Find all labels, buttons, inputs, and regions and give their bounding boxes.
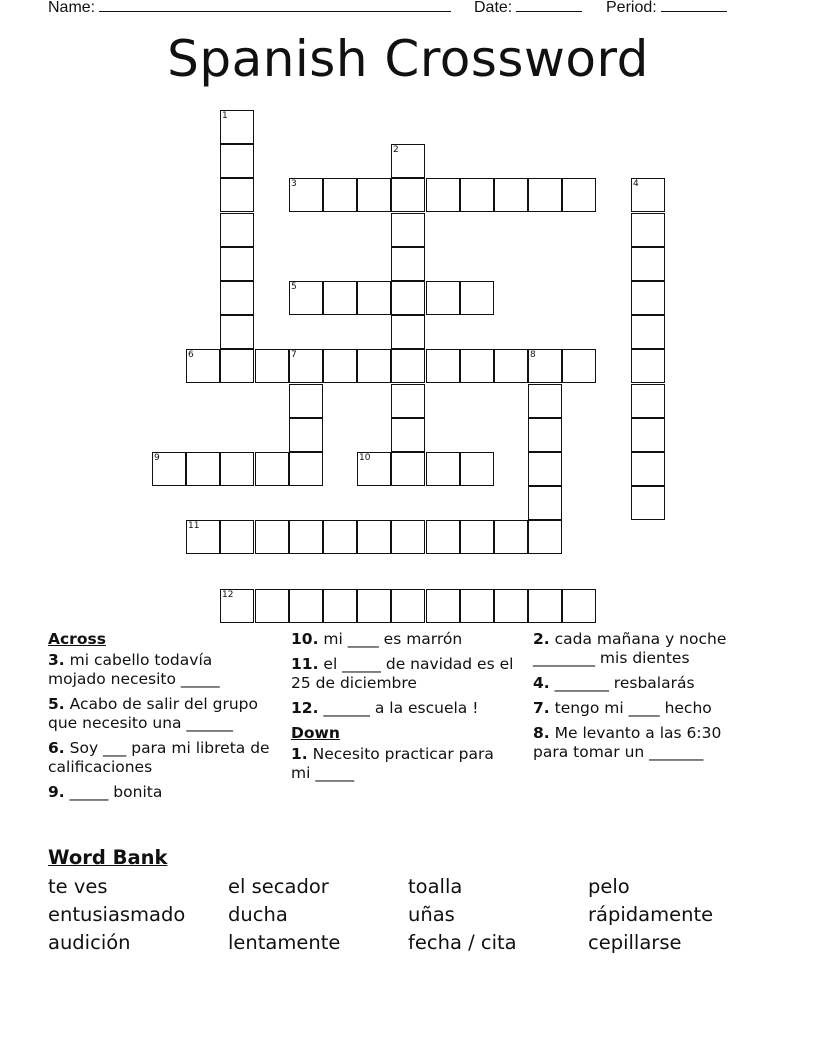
crossword-cell[interactable] bbox=[631, 384, 665, 418]
crossword-cell[interactable] bbox=[631, 452, 665, 486]
clue-number: 8. bbox=[533, 724, 550, 742]
word-bank-item: te ves bbox=[48, 875, 108, 898]
clue-text: mi cabello todavía mojado necesito _____ bbox=[48, 651, 220, 688]
crossword-cell-4[interactable] bbox=[631, 178, 665, 212]
crossword-cell-9[interactable] bbox=[152, 452, 186, 486]
clues-column-2 bbox=[291, 630, 516, 789]
clue-text: Necesito practicar para mi _____ bbox=[291, 745, 494, 782]
clue-number: 9. bbox=[48, 783, 65, 801]
period-label: Period: bbox=[606, 0, 657, 16]
crossword-cell[interactable] bbox=[220, 213, 254, 247]
crossword-cell[interactable] bbox=[255, 452, 289, 486]
cell-number: 11 bbox=[188, 521, 200, 531]
crossword-cell[interactable] bbox=[562, 178, 596, 212]
crossword-cell[interactable] bbox=[631, 213, 665, 247]
word-bank-item: ducha bbox=[228, 903, 288, 926]
crossword-cell[interactable] bbox=[220, 349, 254, 383]
crossword-cell[interactable] bbox=[426, 452, 460, 486]
crossword-cell-11[interactable] bbox=[186, 520, 220, 554]
clue-across-5 bbox=[48, 695, 273, 733]
crossword-cell[interactable] bbox=[255, 520, 289, 554]
crossword-cell[interactable] bbox=[220, 281, 254, 315]
clue-text: el _____ de navidad es el 25 de diciembre bbox=[291, 655, 514, 692]
crossword-cell[interactable] bbox=[220, 452, 254, 486]
crossword-cell[interactable] bbox=[528, 486, 562, 520]
cell-number: 7 bbox=[291, 350, 297, 360]
crossword-cell[interactable] bbox=[391, 213, 425, 247]
crossword-cell-3[interactable] bbox=[289, 178, 323, 212]
crossword-cell[interactable] bbox=[391, 247, 425, 281]
clue-number: 2. bbox=[533, 630, 550, 648]
crossword-cell[interactable] bbox=[528, 520, 562, 554]
crossword-cell[interactable] bbox=[391, 178, 425, 212]
crossword-cell[interactable] bbox=[460, 452, 494, 486]
word-bank-item: pelo bbox=[588, 875, 630, 898]
crossword-cell-1[interactable] bbox=[220, 110, 254, 144]
crossword-cell[interactable] bbox=[323, 349, 357, 383]
clue-number: 5. bbox=[48, 695, 65, 713]
crossword-cell[interactable] bbox=[562, 589, 596, 623]
crossword-cell[interactable] bbox=[391, 520, 425, 554]
crossword-cell[interactable] bbox=[528, 589, 562, 623]
cell-number: 10 bbox=[359, 453, 371, 463]
cell-number: 5 bbox=[291, 282, 297, 292]
word-bank-item: audición bbox=[48, 931, 131, 954]
crossword-cell[interactable] bbox=[494, 589, 528, 623]
word-bank-item: fecha / cita bbox=[408, 931, 517, 954]
cell-number: 9 bbox=[154, 453, 160, 463]
page-title: Spanish Crossword bbox=[167, 30, 649, 88]
word-bank-item: rápidamente bbox=[588, 903, 714, 926]
crossword-cell[interactable] bbox=[220, 520, 254, 554]
crossword-cell[interactable] bbox=[426, 520, 460, 554]
crossword-cell[interactable] bbox=[357, 281, 391, 315]
crossword-cell-10[interactable] bbox=[357, 452, 391, 486]
word-bank-item: toalla bbox=[408, 875, 463, 898]
crossword-cell[interactable] bbox=[494, 178, 528, 212]
crossword-cell[interactable] bbox=[255, 349, 289, 383]
date-label: Date: bbox=[474, 0, 513, 16]
clue-number: 12. bbox=[291, 699, 319, 717]
crossword-cell[interactable] bbox=[391, 349, 425, 383]
crossword-cell[interactable] bbox=[323, 178, 357, 212]
crossword-cell[interactable] bbox=[460, 178, 494, 212]
crossword-cell-6[interactable] bbox=[186, 349, 220, 383]
crossword-cell[interactable] bbox=[289, 384, 323, 418]
crossword-cell[interactable] bbox=[391, 589, 425, 623]
crossword-cell[interactable] bbox=[460, 589, 494, 623]
cell-number: 8 bbox=[530, 350, 536, 360]
cell-number: 6 bbox=[188, 350, 194, 360]
word-bank-item: entusiasmado bbox=[48, 903, 186, 926]
clue-text: mi ____ es marrón bbox=[323, 630, 463, 648]
crossword-cell[interactable] bbox=[323, 281, 357, 315]
crossword-cell[interactable] bbox=[460, 281, 494, 315]
clue-across-10 bbox=[291, 630, 516, 649]
crossword-cell[interactable] bbox=[357, 178, 391, 212]
word-bank-item: el secador bbox=[228, 875, 329, 898]
crossword-cell[interactable] bbox=[562, 349, 596, 383]
down-heading: Down bbox=[291, 724, 340, 742]
clue-across-3 bbox=[48, 651, 273, 689]
crossword-cell[interactable] bbox=[357, 349, 391, 383]
clue-text: _______ resbalarás bbox=[554, 674, 695, 692]
crossword-cell[interactable] bbox=[357, 589, 391, 623]
crossword-cell[interactable] bbox=[220, 315, 254, 349]
clue-across-6 bbox=[48, 739, 273, 777]
crossword-cell[interactable] bbox=[426, 178, 460, 212]
crossword-cell[interactable] bbox=[460, 349, 494, 383]
crossword-cell[interactable] bbox=[631, 418, 665, 452]
crossword-cell[interactable] bbox=[220, 144, 254, 178]
crossword-cell[interactable] bbox=[426, 349, 460, 383]
clue-number: 1. bbox=[291, 745, 308, 763]
cell-number: 1 bbox=[222, 111, 228, 121]
clue-text: ______ a la escuela ! bbox=[323, 699, 479, 717]
crossword-cell[interactable] bbox=[220, 178, 254, 212]
clue-number: 4. bbox=[533, 674, 550, 692]
crossword-cell[interactable] bbox=[255, 589, 289, 623]
crossword-cell-2[interactable] bbox=[391, 144, 425, 178]
clues-column-3 bbox=[533, 630, 758, 768]
clue-across-12 bbox=[291, 699, 516, 718]
cell-number: 4 bbox=[633, 179, 639, 189]
crossword-cell[interactable] bbox=[528, 178, 562, 212]
clues-column-1 bbox=[48, 630, 273, 808]
word-bank-item: cepillarse bbox=[588, 931, 682, 954]
clue-text: Acabo de salir del grupo que necesito una ______ bbox=[48, 695, 258, 732]
crossword-cell[interactable] bbox=[631, 247, 665, 281]
clue-across-9 bbox=[48, 783, 273, 802]
crossword-cell-8[interactable] bbox=[528, 349, 562, 383]
crossword-cell[interactable] bbox=[391, 452, 425, 486]
crossword-cell[interactable] bbox=[391, 315, 425, 349]
crossword-cell[interactable] bbox=[357, 520, 391, 554]
crossword-cell[interactable] bbox=[391, 281, 425, 315]
across-heading: Across bbox=[48, 630, 106, 648]
clue-down-8 bbox=[533, 724, 758, 762]
crossword-cell[interactable] bbox=[631, 281, 665, 315]
clue-text: tengo mi ____ hecho bbox=[554, 699, 712, 717]
clue-across-11 bbox=[291, 655, 516, 693]
crossword-cell-5[interactable] bbox=[289, 281, 323, 315]
clue-number: 11. bbox=[291, 655, 319, 673]
cell-number: 12 bbox=[222, 590, 234, 600]
crossword-cell[interactable] bbox=[323, 520, 357, 554]
clue-down-1 bbox=[291, 745, 516, 783]
cell-number: 2 bbox=[393, 145, 399, 155]
clue-number: 7. bbox=[533, 699, 550, 717]
crossword-cell-7[interactable] bbox=[289, 349, 323, 383]
clue-text: Me levanto a las 6:30 para tomar un _______ bbox=[533, 724, 722, 761]
clue-number: 3. bbox=[48, 651, 65, 669]
crossword-cell[interactable] bbox=[494, 349, 528, 383]
crossword-cell[interactable] bbox=[186, 452, 220, 486]
clue-down-4 bbox=[533, 674, 758, 693]
clue-text: cada mañana y noche ________ mis dientes bbox=[533, 630, 727, 667]
crossword-cell[interactable] bbox=[631, 315, 665, 349]
crossword-cell[interactable] bbox=[289, 589, 323, 623]
crossword-cell[interactable] bbox=[391, 418, 425, 452]
clue-number: 10. bbox=[291, 630, 319, 648]
clue-down-2 bbox=[533, 630, 758, 668]
crossword-cell[interactable] bbox=[631, 486, 665, 520]
crossword-cell[interactable] bbox=[323, 589, 357, 623]
word-bank-item: uñas bbox=[408, 903, 455, 926]
crossword-cell[interactable] bbox=[426, 281, 460, 315]
crossword-cell[interactable] bbox=[528, 418, 562, 452]
name-label: Name: bbox=[48, 0, 96, 16]
word-bank-heading: Word Bank bbox=[48, 846, 168, 869]
crossword-cell[interactable] bbox=[494, 520, 528, 554]
crossword-cell[interactable] bbox=[460, 520, 494, 554]
crossword-cell[interactable] bbox=[289, 520, 323, 554]
crossword-cell[interactable] bbox=[220, 247, 254, 281]
crossword-cell[interactable] bbox=[289, 418, 323, 452]
crossword-cell[interactable] bbox=[631, 349, 665, 383]
clue-text: _____ bonita bbox=[69, 783, 163, 801]
clue-number: 6. bbox=[48, 739, 65, 757]
word-bank-item: lentamente bbox=[228, 931, 341, 954]
cell-number: 3 bbox=[291, 179, 297, 189]
crossword-cell[interactable] bbox=[528, 452, 562, 486]
crossword-cell-12[interactable] bbox=[220, 589, 254, 623]
clue-text: Soy ___ para mi libreta de calificaciones bbox=[48, 739, 270, 776]
crossword-cell[interactable] bbox=[426, 589, 460, 623]
crossword-cell[interactable] bbox=[289, 452, 323, 486]
clue-down-7 bbox=[533, 699, 758, 718]
crossword-cell[interactable] bbox=[391, 384, 425, 418]
crossword-cell[interactable] bbox=[528, 384, 562, 418]
